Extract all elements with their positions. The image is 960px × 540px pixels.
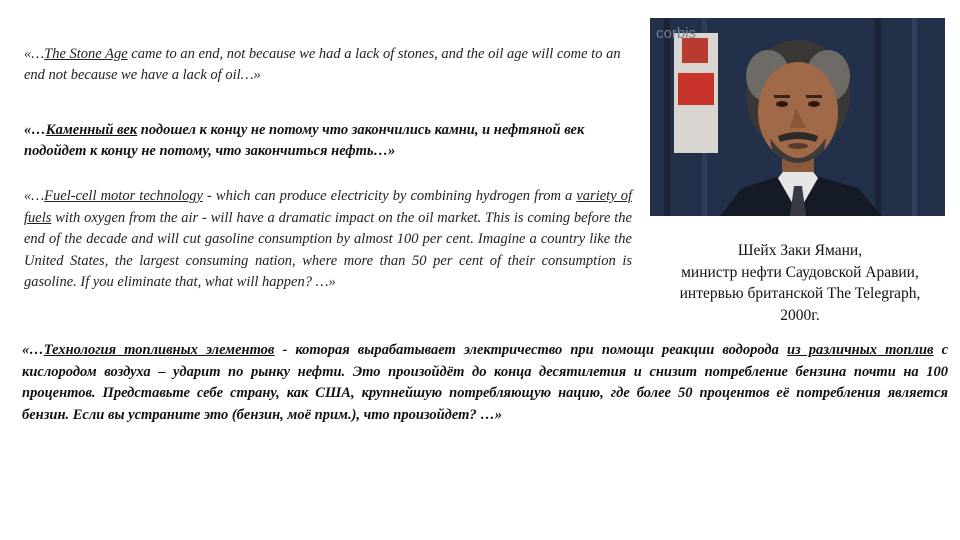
- stone-age-link-ru[interactable]: Каменный век: [45, 122, 138, 138]
- quote-english-fuel-cell: [24, 186, 632, 294]
- portrait-photo-drawing: [650, 18, 945, 216]
- quote-russian-stone-age: [24, 120, 632, 162]
- corbis-watermark: corbis: [656, 25, 697, 42]
- caption-line-title: министр нефти Саудовской Аравии,: [681, 263, 919, 281]
- various-fuels-link-ru[interactable]: из различных топлив: [786, 342, 934, 358]
- quote-open: «…: [24, 46, 45, 62]
- quote-text: came to an end, not because we had a lack of stones, and the oil age will come to an end not because we have a lack of oil…»: [24, 46, 621, 83]
- caption-line-year: 2000г.: [780, 306, 820, 324]
- quote-english-stone-age: [24, 44, 624, 86]
- quote-open: «…: [24, 188, 45, 204]
- quote-open: «…: [24, 122, 46, 138]
- quote-open: «…: [22, 342, 44, 358]
- quote-text: с кислородом воздуха – ударит по рынку нефти. Это произойдёт до конца десятилетия и снизит потребление бензина почти на 100 процентов. Представьте себе страну, как США, крупнейшую потребляющую нацию, где более 50 процентов её потребления является бензин. Если вы устраните это (бензин, моё прим.), что произойдет? …»: [22, 342, 949, 423]
- caption-line-source: интервью британской The Telegraph,: [679, 285, 921, 302]
- stone-age-link[interactable]: The Stone Age: [44, 46, 128, 62]
- photo-caption: [650, 240, 950, 326]
- fuel-cell-link[interactable]: Fuel-cell motor technology: [44, 188, 203, 204]
- caption-line-name: Шейх Заки Ямани,: [737, 242, 863, 259]
- fuel-cell-link-ru[interactable]: Технология топливных элементов: [43, 342, 275, 358]
- portrait-photo: [650, 18, 945, 216]
- quote-text: подошел к концу не потому что закончились камни, и нефтяной век подойдет к концу не потому, что закончиться нефть…»: [24, 122, 585, 159]
- quote-russian-fuel-cell: [22, 340, 948, 426]
- quote-text: - которая вырабатывает электричество при помощи реакции водорода: [274, 342, 787, 358]
- variety-of-fuels-link[interactable]: variety of fuels: [24, 188, 632, 226]
- quote-text: - which can produce electricity by combining hydrogen from a: [202, 188, 577, 204]
- quote-text: with oxygen from the air - will have a dramatic impact on the oil market. This is coming before the end of the decade and will cut gasoline consumption by almost 100 per cent. Imagine a country like the United States, the largest consuming nation, where more than 50 per cent of their consumption is gasoline. If you eliminate that, what will happen? …»: [24, 209, 632, 290]
